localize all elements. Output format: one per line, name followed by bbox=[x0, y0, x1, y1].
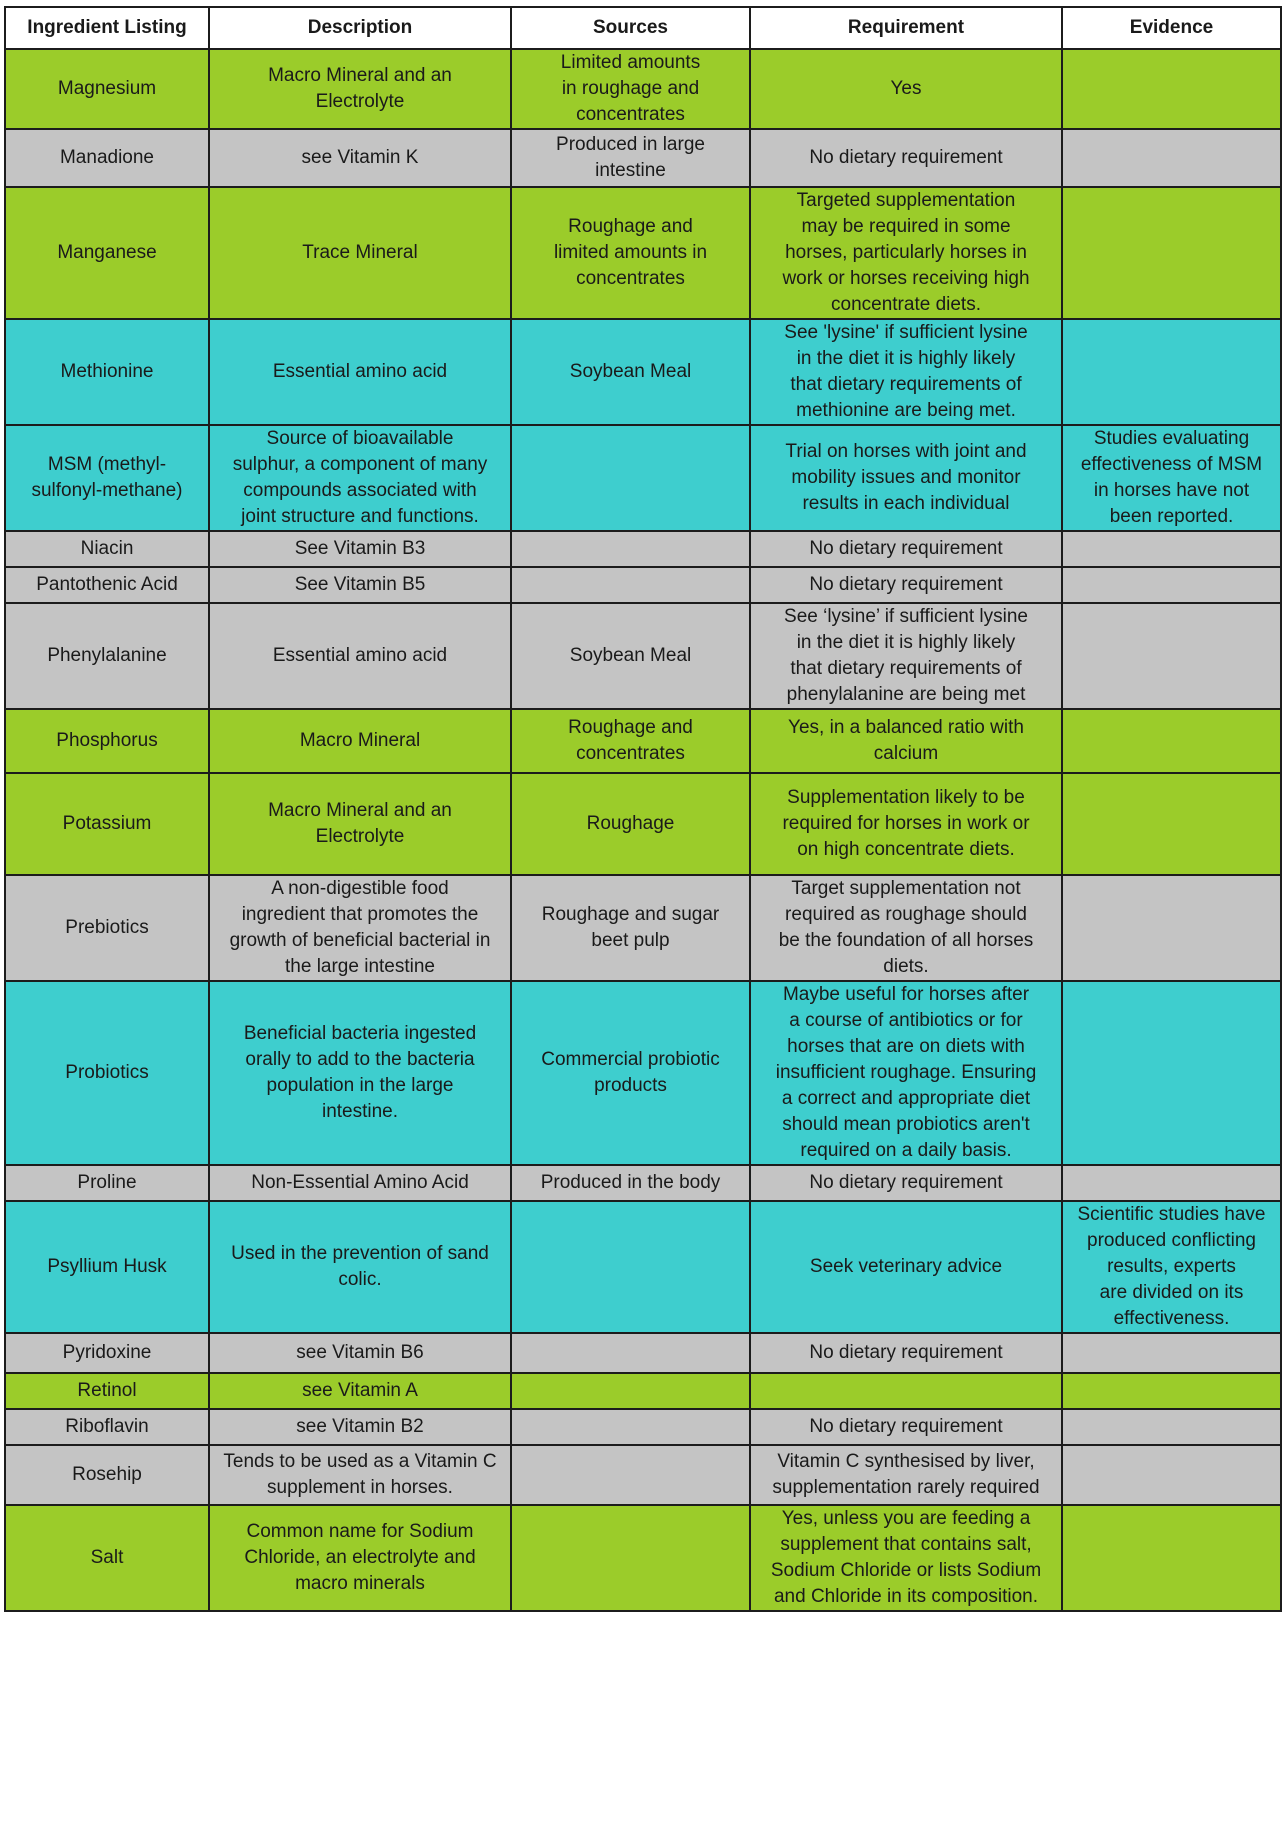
description-cell: see Vitamin K bbox=[209, 129, 511, 187]
description-cell: Tends to be used as a Vitamin C supplement in horses. bbox=[209, 1445, 511, 1505]
description-cell: Beneficial bacteria ingested orally to add to the bacteria population in the large intestine. bbox=[209, 981, 511, 1165]
ingredient-cell: MSM (methyl- sulfonyl-methane) bbox=[5, 425, 209, 531]
ingredient-cell: Prebiotics bbox=[5, 875, 209, 981]
requirement-cell: Seek veterinary advice bbox=[750, 1201, 1062, 1333]
requirement-cell: Targeted supplementation may be required in some horses, particularly horses in work or horses receiving high concentrate diets. bbox=[750, 187, 1062, 319]
evidence-cell bbox=[1062, 603, 1281, 709]
requirement-cell: No dietary requirement bbox=[750, 1165, 1062, 1201]
ingredient-table bbox=[4, 6, 1282, 1612]
evidence-cell bbox=[1062, 709, 1281, 773]
description-cell: Essential amino acid bbox=[209, 603, 511, 709]
table-row bbox=[5, 603, 1281, 709]
table-row bbox=[5, 1409, 1281, 1445]
ingredient-table-container bbox=[4, 6, 1282, 1612]
sources-cell bbox=[511, 1333, 750, 1373]
evidence-cell bbox=[1062, 1373, 1281, 1409]
ingredient-cell: Manganese bbox=[5, 187, 209, 319]
table-row bbox=[5, 709, 1281, 773]
evidence-cell bbox=[1062, 1505, 1281, 1611]
ingredient-cell: Psyllium Husk bbox=[5, 1201, 209, 1333]
table-row bbox=[5, 129, 1281, 187]
sources-cell bbox=[511, 1373, 750, 1409]
sources-cell: Roughage and concentrates bbox=[511, 709, 750, 773]
description-cell: Macro Mineral and an Electrolyte bbox=[209, 773, 511, 875]
sources-cell: Limited amounts in roughage and concentrates bbox=[511, 49, 750, 129]
ingredient-cell: Potassium bbox=[5, 773, 209, 875]
sources-cell: Roughage and sugar beet pulp bbox=[511, 875, 750, 981]
ingredient-cell: Magnesium bbox=[5, 49, 209, 129]
ingredient-cell: Proline bbox=[5, 1165, 209, 1201]
description-cell: Macro Mineral bbox=[209, 709, 511, 773]
table-row bbox=[5, 49, 1281, 129]
requirement-cell: Yes bbox=[750, 49, 1062, 129]
table-row bbox=[5, 1201, 1281, 1333]
description-cell: Non-Essential Amino Acid bbox=[209, 1165, 511, 1201]
evidence-cell bbox=[1062, 1445, 1281, 1505]
table-row bbox=[5, 875, 1281, 981]
evidence-cell bbox=[1062, 567, 1281, 603]
description-cell: see Vitamin A bbox=[209, 1373, 511, 1409]
ingredient-cell: Rosehip bbox=[5, 1445, 209, 1505]
requirement-cell: Target supplementation not required as roughage should be the foundation of all horses diets. bbox=[750, 875, 1062, 981]
ingredient-cell: Pantothenic Acid bbox=[5, 567, 209, 603]
ingredient-cell: Riboflavin bbox=[5, 1409, 209, 1445]
header-row bbox=[5, 7, 1281, 49]
requirement-cell: No dietary requirement bbox=[750, 1333, 1062, 1373]
table-row bbox=[5, 773, 1281, 875]
evidence-cell bbox=[1062, 129, 1281, 187]
table-row bbox=[5, 1373, 1281, 1409]
sources-cell bbox=[511, 531, 750, 567]
evidence-cell bbox=[1062, 773, 1281, 875]
ingredient-cell: Salt bbox=[5, 1505, 209, 1611]
description-cell: Common name for Sodium Chloride, an electrolyte and macro minerals bbox=[209, 1505, 511, 1611]
table-row bbox=[5, 981, 1281, 1165]
description-cell: See Vitamin B3 bbox=[209, 531, 511, 567]
sources-cell bbox=[511, 425, 750, 531]
ingredient-cell: Retinol bbox=[5, 1373, 209, 1409]
description-cell: A non-digestible food ingredient that promotes the growth of beneficial bacterial in the large intestine bbox=[209, 875, 511, 981]
sources-cell: Soybean Meal bbox=[511, 603, 750, 709]
description-cell: Essential amino acid bbox=[209, 319, 511, 425]
description-cell: Source of bioavailable sulphur, a component of many compounds associated with joint structure and functions. bbox=[209, 425, 511, 531]
evidence-cell bbox=[1062, 981, 1281, 1165]
requirement-cell: Maybe useful for horses after a course of antibiotics or for horses that are on diets with insufficient roughage. Ensuring a correct and appropriate diet should mean probiotics aren't required on a daily basis. bbox=[750, 981, 1062, 1165]
sources-cell bbox=[511, 1201, 750, 1333]
table-row bbox=[5, 1505, 1281, 1611]
sources-cell: Roughage and limited amounts in concentrates bbox=[511, 187, 750, 319]
table-row bbox=[5, 319, 1281, 425]
table-row bbox=[5, 531, 1281, 567]
ingredient-cell: Manadione bbox=[5, 129, 209, 187]
sources-cell: Roughage bbox=[511, 773, 750, 875]
evidence-cell: Scientific studies have produced conflicting results, experts are divided on its effectiveness. bbox=[1062, 1201, 1281, 1333]
evidence-cell bbox=[1062, 319, 1281, 425]
requirement-cell: Supplementation likely to be required for horses in work or on high concentrate diets. bbox=[750, 773, 1062, 875]
table-row bbox=[5, 425, 1281, 531]
requirement-cell: See 'lysine' if sufficient lysine in the diet it is highly likely that dietary requirements of methionine are being met. bbox=[750, 319, 1062, 425]
sources-cell bbox=[511, 1409, 750, 1445]
table-row bbox=[5, 567, 1281, 603]
description-cell: See Vitamin B5 bbox=[209, 567, 511, 603]
header-requirement: Requirement bbox=[750, 7, 1062, 49]
requirement-cell: Vitamin C synthesised by liver, supplementation rarely required bbox=[750, 1445, 1062, 1505]
requirement-cell: No dietary requirement bbox=[750, 1409, 1062, 1445]
description-cell: see Vitamin B6 bbox=[209, 1333, 511, 1373]
evidence-cell: Studies evaluating effectiveness of MSM in horses have not been reported. bbox=[1062, 425, 1281, 531]
header-evidence: Evidence bbox=[1062, 7, 1281, 49]
requirement-cell: No dietary requirement bbox=[750, 567, 1062, 603]
table-row bbox=[5, 187, 1281, 319]
ingredient-cell: Pyridoxine bbox=[5, 1333, 209, 1373]
description-cell: Trace Mineral bbox=[209, 187, 511, 319]
evidence-cell bbox=[1062, 49, 1281, 129]
sources-cell bbox=[511, 1505, 750, 1611]
sources-cell bbox=[511, 1445, 750, 1505]
sources-cell: Produced in the body bbox=[511, 1165, 750, 1201]
description-cell: see Vitamin B2 bbox=[209, 1409, 511, 1445]
ingredient-cell: Niacin bbox=[5, 531, 209, 567]
ingredient-cell: Phosphorus bbox=[5, 709, 209, 773]
evidence-cell bbox=[1062, 187, 1281, 319]
requirement-cell: Trial on horses with joint and mobility issues and monitor results in each individual bbox=[750, 425, 1062, 531]
requirement-cell: See ‘lysine’ if sufficient lysine in the diet it is highly likely that dietary requirements of phenylalanine are being met bbox=[750, 603, 1062, 709]
requirement-cell bbox=[750, 1373, 1062, 1409]
sources-cell: Commercial probiotic products bbox=[511, 981, 750, 1165]
sources-cell: Soybean Meal bbox=[511, 319, 750, 425]
requirement-cell: Yes, in a balanced ratio with calcium bbox=[750, 709, 1062, 773]
sources-cell: Produced in large intestine bbox=[511, 129, 750, 187]
sources-cell bbox=[511, 567, 750, 603]
header-description: Description bbox=[209, 7, 511, 49]
evidence-cell bbox=[1062, 875, 1281, 981]
ingredient-cell: Phenylalanine bbox=[5, 603, 209, 709]
evidence-cell bbox=[1062, 531, 1281, 567]
description-cell: Used in the prevention of sand colic. bbox=[209, 1201, 511, 1333]
requirement-cell: Yes, unless you are feeding a supplement that contains salt, Sodium Chloride or lists Sodium and Chloride in its composition. bbox=[750, 1505, 1062, 1611]
header-sources: Sources bbox=[511, 7, 750, 49]
requirement-cell: No dietary requirement bbox=[750, 531, 1062, 567]
ingredient-cell: Methionine bbox=[5, 319, 209, 425]
evidence-cell bbox=[1062, 1409, 1281, 1445]
description-cell: Macro Mineral and an Electrolyte bbox=[209, 49, 511, 129]
ingredient-cell: Probiotics bbox=[5, 981, 209, 1165]
evidence-cell bbox=[1062, 1333, 1281, 1373]
header-ingredient: Ingredient Listing bbox=[5, 7, 209, 49]
table-row bbox=[5, 1165, 1281, 1201]
requirement-cell: No dietary requirement bbox=[750, 129, 1062, 187]
evidence-cell bbox=[1062, 1165, 1281, 1201]
table-row bbox=[5, 1333, 1281, 1373]
table-row bbox=[5, 1445, 1281, 1505]
